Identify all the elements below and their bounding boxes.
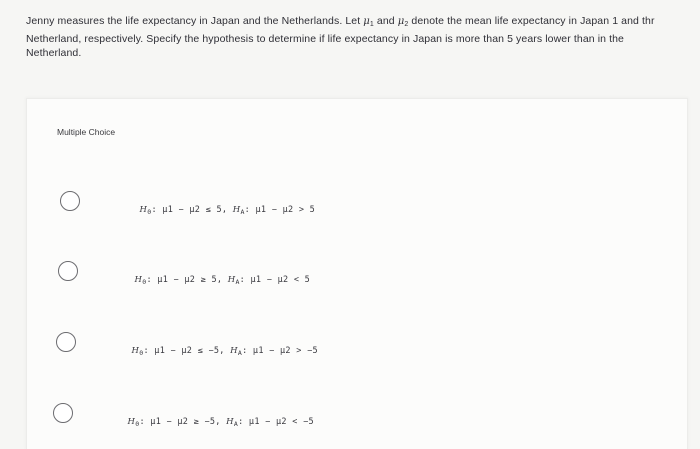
multiple-choice-label: Multiple Choice [57,127,116,137]
choice-text: $H_0$: μ1 − μ2 ≤ 5, $H_A$: μ1 − μ2 > 5 [139,205,316,216]
mu-symbol-2: μ [397,16,405,27]
choice-option-2[interactable] [27,251,667,291]
choice-option-3[interactable] [27,321,667,361]
choice-text: $H_0$: μ1 − μ2 ≥ 5, $H_A$: μ1 − μ2 < 5 [134,275,311,286]
question-and: and [373,15,398,27]
choice-option-4[interactable] [27,395,667,435]
question-text [26,14,676,60]
choice-text: $H_0$: μ1 − μ2 ≥ −5, $H_A$: μ1 − μ2 < −5 [127,417,314,428]
question-part1: Jenny measures the life expectancy in Japan and the Netherlands. Let [26,15,364,27]
radio-button[interactable] [60,191,80,211]
multiple-choice-card [26,98,688,449]
mu-subscript-1: 1 [369,21,374,28]
question-part2: denote the mean life expectancy in Japan 1 and thr Netherland, respectively. Specify the hypothesis to determine if life expectancy in Japan is more than 5 years lower than in the Netherland. [26,15,655,59]
radio-button[interactable] [58,261,78,281]
choice-text: $H_0$: μ1 − μ2 ≤ −5, $H_A$: μ1 − μ2 > −5 [131,346,318,357]
mu-subscript-2: 2 [404,21,409,28]
choice-option-1[interactable] [27,181,667,221]
radio-button[interactable] [53,403,73,423]
radio-button[interactable] [56,332,76,352]
mu-symbol: μ [363,16,370,27]
